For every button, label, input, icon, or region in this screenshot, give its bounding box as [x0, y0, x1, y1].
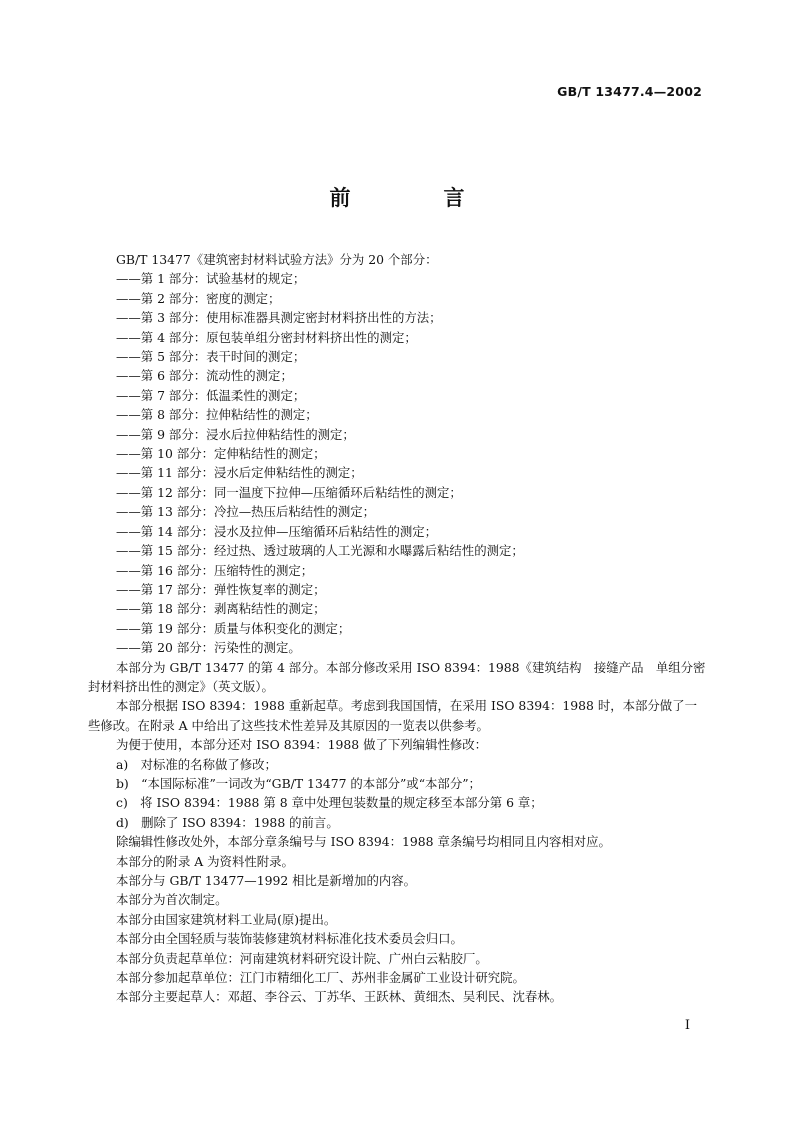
list-item: ——第 3 部分：使用标准器具测定密封材料挤出性的方法； — [116, 310, 442, 326]
list-item: ——第 16 部分：压缩特性的测定； — [116, 562, 314, 578]
list-item: ——第 4 部分：原包装单组分密封材料挤出性的测定； — [116, 329, 417, 345]
list-item: c) 将 ISO 8394：1988 第 8 章中处理包装数量的规定移至本部分第 6 章； — [116, 795, 543, 811]
list-item: ——第 8 部分：拉伸粘结性的测定； — [116, 407, 318, 423]
closing-paragraph: 本部分参加起草单位：江门市精细化工厂、苏州非金属矿工业设计研究院。 — [116, 970, 525, 986]
list-item: ——第 5 部分：表干时间的测定； — [116, 349, 306, 365]
standard-code: GB/T 13477.4—2002 — [557, 84, 702, 99]
closing-paragraph: 本部分的附录 A 为资料性附录。 — [116, 853, 294, 869]
list-item: ——第 17 部分：弹性恢复率的测定； — [116, 581, 326, 597]
list-item: d) 删除了 ISO 8394：1988 的前言。 — [116, 814, 339, 830]
parts-list — [88, 269, 706, 657]
closing-paragraph: 除编辑性修改处外，本部分章条编号与 ISO 8394：1988 章条编号均相同且内容相对应。 — [116, 834, 611, 850]
editorial-paragraph: 为便于使用，本部分还对 ISO 8394：1988 做了下列编辑性修改： — [116, 737, 488, 753]
list-item: ——第 18 部分：剥离粘结性的测定； — [116, 601, 326, 617]
closing-paragraphs — [88, 832, 706, 1007]
page-number: I — [684, 1018, 690, 1033]
closing-paragraph: 本部分与 GB/T 13477—1992 相比是新增加的内容。 — [116, 873, 417, 888]
list-item: ——第 2 部分：密度的测定； — [116, 290, 281, 306]
list-item: ——第 7 部分：低温柔性的测定； — [116, 387, 306, 403]
list-item: ——第 6 部分：流动性的测定； — [116, 368, 293, 384]
closing-paragraph: 本部分为首次制定。 — [116, 892, 228, 908]
intro-paragraph: GB/T 13477《建筑密封材料试验方法》分为 20 个部分： — [116, 252, 438, 267]
closing-paragraph: 本部分由全国轻质与装饰装修建筑材料标准化技术委员会归口。 — [116, 931, 463, 947]
list-item: ——第 15 部分：经过热、透过玻璃的人工光源和水曝露后粘结性的测定； — [116, 543, 524, 559]
list-item: ——第 14 部分：浸水及拉伸—压缩循环后粘结性的测定； — [116, 523, 438, 539]
list-item: ——第 10 部分：定伸粘结性的测定； — [116, 446, 326, 462]
redraft-paragraph: 本部分根据 ISO 8394：1988 重新起草。考虑到我国国情，在采用 ISO 8394：1988 时，本部分做了一些修改。在附录 A 中给出了这些技术性差异及其原因的一览表以供参考。 — [88, 698, 697, 733]
list-item: ——第 9 部分：浸水后拉伸粘结性的测定； — [116, 426, 355, 442]
list-item: ——第 19 部分：质量与体积变化的测定； — [116, 620, 351, 636]
list-item: b) “本国际标准”一词改为“GB/T 13477 的本部分”或“本部分”； — [116, 775, 481, 791]
edits-list — [88, 755, 706, 833]
foreword-body — [88, 250, 706, 1007]
list-item: ——第 1 部分：试验基材的规定； — [116, 271, 306, 287]
closing-paragraph: 本部分负责起草单位：河南建筑材料研究设计院、广州白云粘胶厂。 — [116, 950, 488, 966]
list-item: ——第 12 部分：同一温度下拉伸—压缩循环后粘结性的测定； — [116, 484, 462, 500]
closing-paragraph: 本部分由国家建筑材料工业局(原)提出。 — [116, 911, 337, 927]
list-item: a) 对标准的名称做了修改； — [116, 756, 277, 772]
closing-paragraph: 本部分主要起草人：邓超、李谷云、丁苏华、王跃林、黄细杰、吴利民、沈春林。 — [116, 989, 563, 1005]
list-item: ——第 13 部分：冷拉—热压后粘结性的测定； — [116, 504, 376, 520]
list-item: ——第 20 部分：污染性的测定。 — [116, 640, 301, 656]
page-title: 前 言 — [329, 186, 501, 210]
adoption-paragraph: 本部分为 GB/T 13477 的第 4 部分。本部分修改采用 ISO 8394：1988《建筑结构 接缝产品 单组分密封材料挤出性的测定》（英文版）。 — [88, 659, 706, 694]
list-item: ——第 11 部分：浸水后定伸粘结性的测定； — [116, 465, 363, 481]
